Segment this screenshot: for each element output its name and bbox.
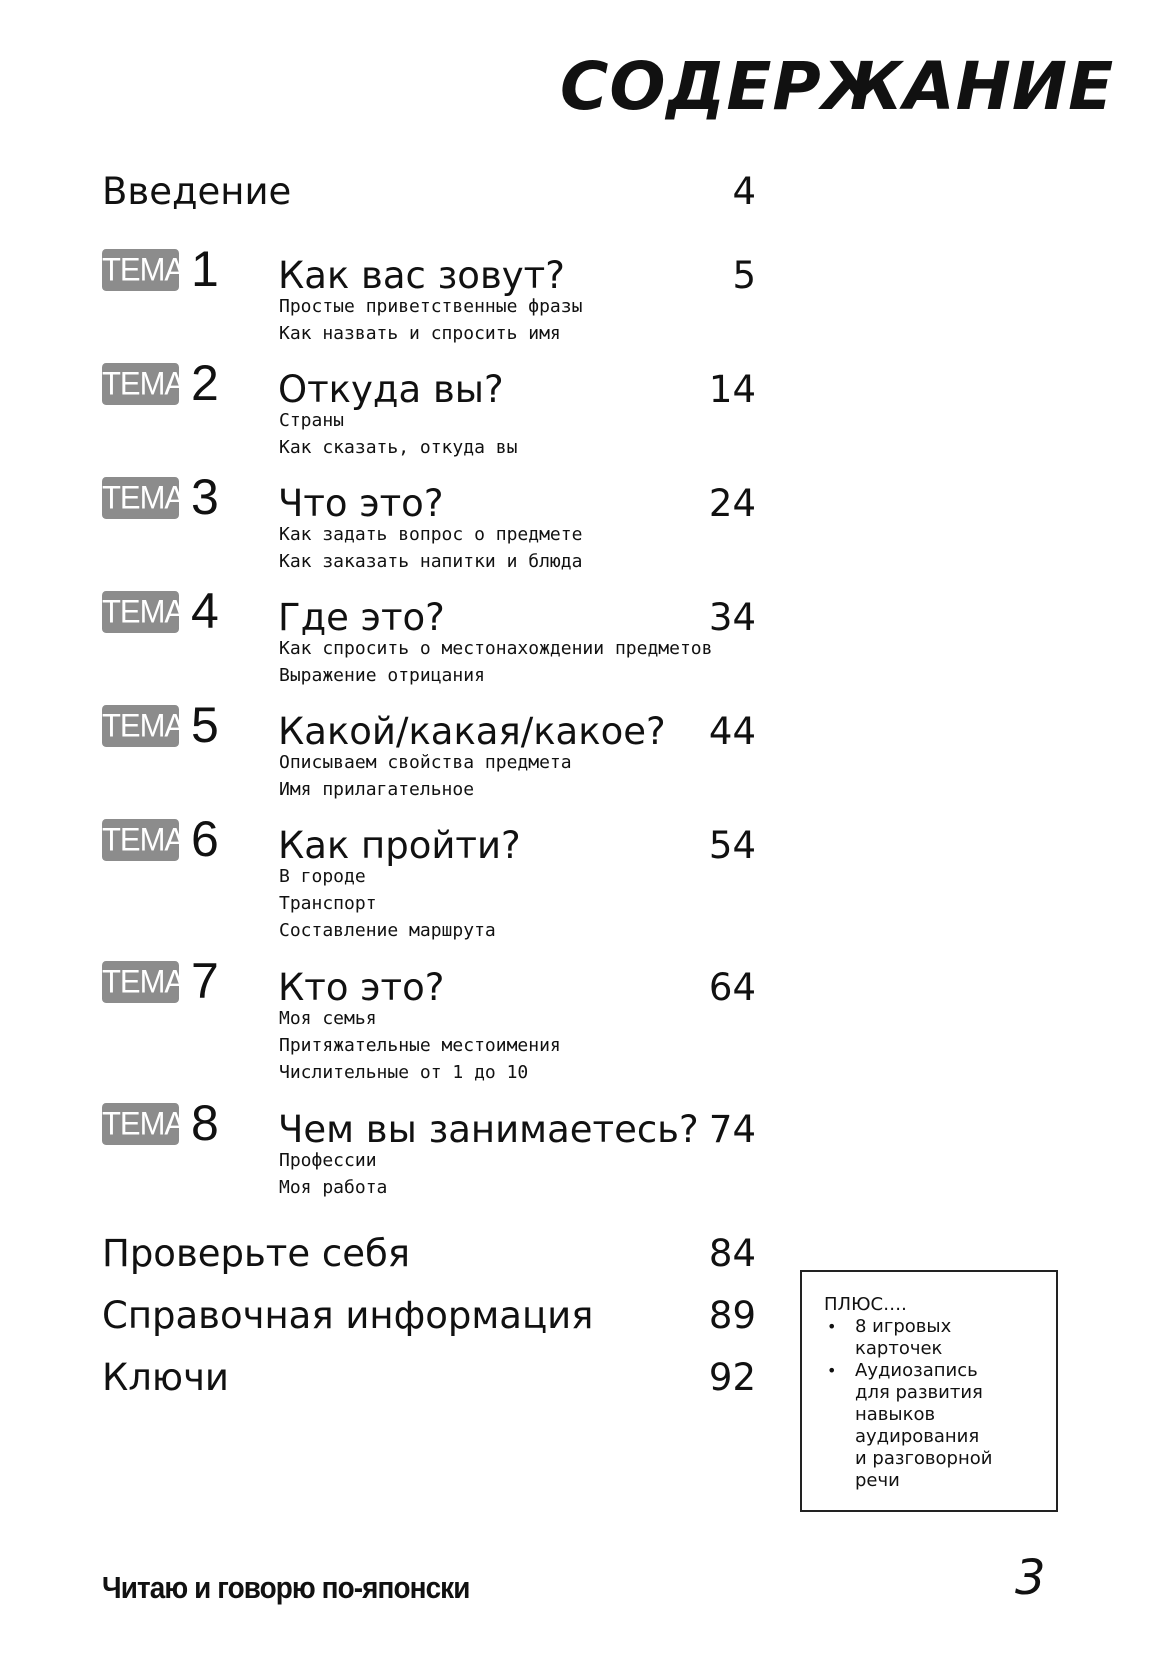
toc-entry-page: 84 [708,1232,756,1275]
topic-page: 74 [708,1108,756,1151]
toc-entry-label: Справочная информация [102,1294,594,1337]
toc-topic-7[interactable] [0,953,760,1088]
toc-entry-label: Ключи [102,1356,229,1399]
plus-item-line: аудирования [855,1426,980,1447]
toc-topic-6[interactable] [0,811,760,946]
topic-title: Какой/какая/какое? [278,710,666,753]
plus-box [800,1270,1058,1512]
plus-item-line: Аудиозапись [855,1360,978,1381]
tema-number: 7 [191,953,219,1009]
subtopic: Выражение отрицания [279,665,485,686]
topic-title: Как вас зовут? [278,254,565,297]
tema-number: 2 [191,355,219,411]
tema-number: 5 [191,697,219,753]
subtopic: Профессии [279,1150,377,1171]
plus-item-line: для развития [855,1382,983,1403]
plus-item-line: речи [855,1470,900,1491]
plus-item-cards [824,1316,1044,1360]
tema-badge: ТЕМА [102,477,179,519]
page-title: СОДЕРЖАНИЕ [560,48,1115,125]
toc-entry-page: 4 [732,170,756,213]
footer-book-title: Читаю и говорю по-японски [102,1570,470,1605]
plus-item-line: навыков [855,1404,936,1425]
toc-entry-self-check[interactable] [0,1232,760,1282]
toc-topic-5[interactable] [0,697,760,804]
subtopic: Имя прилагательное [279,779,475,800]
topic-title: Где это? [278,596,445,639]
bullet-icon: • [827,1361,837,1380]
subtopic: Транспорт [279,893,377,914]
toc-entry-keys[interactable] [0,1356,760,1406]
subtopic: Составление маршрута [279,920,496,941]
subtopic: Описываем свойства предмета [279,752,572,773]
plus-item-line: карточек [855,1338,943,1359]
plus-heading: ПЛЮС…. [824,1294,907,1315]
topic-title: Откуда вы? [278,368,504,411]
toc-topic-8[interactable] [0,1095,760,1202]
topic-page: 34 [708,596,756,639]
toc-topic-1[interactable] [0,241,760,348]
plus-list [824,1316,1044,1492]
subtopic: Простые приветственные фразы [279,296,583,317]
subtopic: Моя семья [279,1008,377,1029]
toc-topic-2[interactable] [0,355,760,462]
tema-number: 1 [191,241,219,297]
tema-number: 3 [191,469,219,525]
subtopic: Как задать вопрос о предмете [279,524,583,545]
topic-page: 54 [708,824,756,867]
tema-badge: ТЕМА [102,1103,179,1145]
topic-page: 5 [732,254,756,297]
subtopic: В городе [279,866,366,887]
subtopic: Моя работа [279,1177,388,1198]
subtopic: Притяжательные местоимения [279,1035,561,1056]
toc-entry-label: Проверьте себя [102,1232,411,1275]
tema-number: 4 [191,583,219,639]
topic-title: Что это? [278,482,444,525]
toc-topic-4[interactable] [0,583,760,690]
toc-entry-label: Введение [102,170,292,213]
tema-badge: ТЕМА [102,705,179,747]
topic-page: 24 [708,482,756,525]
subtopic: Как назвать и спросить имя [279,323,561,344]
tema-badge: ТЕМА [102,591,179,633]
tema-number: 8 [191,1095,219,1151]
toc-entry-page: 92 [708,1356,756,1399]
subtopic: Страны [279,410,345,431]
subtopic: Как спросить о местонахождении предметов [279,638,713,659]
tema-number: 6 [191,811,219,867]
topic-title: Кто это? [278,966,445,1009]
footer-page-number: 3 [1015,1550,1046,1606]
tema-badge: ТЕМА [102,819,179,861]
tema-badge: ТЕМА [102,961,179,1003]
toc-topic-3[interactable] [0,469,760,576]
topic-page: 64 [708,966,756,1009]
bullet-icon: • [827,1317,837,1336]
subtopic: Как заказать напитки и блюда [279,551,583,572]
toc-entry-intro[interactable] [0,170,760,220]
subtopic: Числительные от 1 до 10 [279,1062,529,1083]
toc-entry-reference[interactable] [0,1294,760,1344]
toc-entry-page: 89 [708,1294,756,1337]
topic-page: 44 [708,710,756,753]
tema-badge: ТЕМА [102,249,179,291]
topic-title: Как пройти? [278,824,521,867]
plus-item-audio [824,1360,1044,1492]
subtopic: Как сказать, откуда вы [279,437,518,458]
plus-item-line: и разговорной [855,1448,993,1469]
plus-item-line: 8 игровых [855,1316,952,1337]
tema-badge: ТЕМА [102,363,179,405]
topic-title: Чем вы занимаетесь? [278,1108,699,1151]
topic-page: 14 [708,368,756,411]
